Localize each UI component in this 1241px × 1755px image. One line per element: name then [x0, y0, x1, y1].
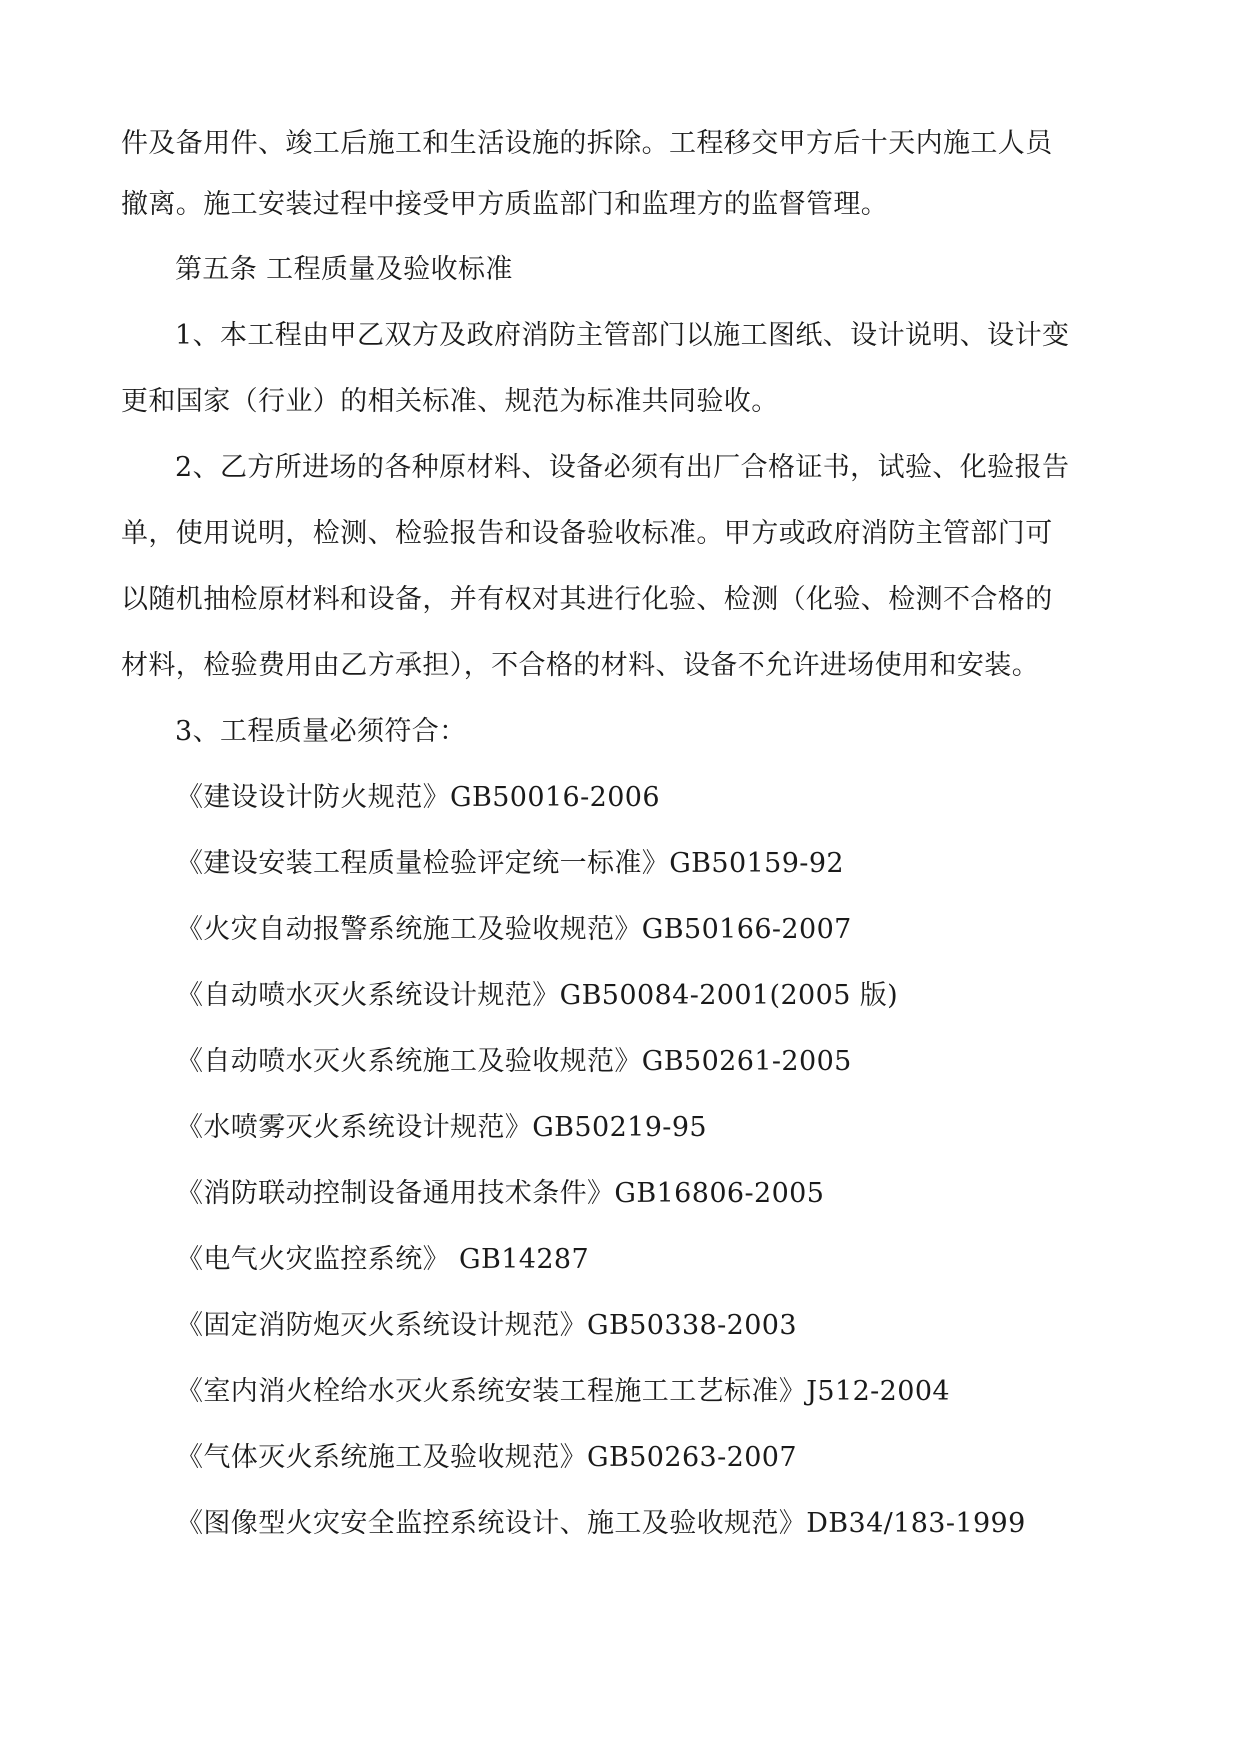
standard-item: 《固定消防炮灭火系统设计规范》GB50338-2003 — [176, 1310, 797, 1341]
standard-item: 《水喷雾灭火系统设计规范》GB50219-95 — [176, 1112, 707, 1143]
standard-item: 《气体灭火系统施工及验收规范》GB50263-2007 — [176, 1442, 797, 1473]
standard-item: 《图像型火灾安全监控系统设计、施工及验收规范》DB34/183-1999 — [176, 1508, 1026, 1539]
paragraph-line: 撤离。施工安装过程中接受甲方质监部门和监理方的监督管理。 — [121, 189, 889, 220]
item-1-line: 更和国家（行业）的相关标准、规范为标准共同验收。 — [121, 386, 779, 417]
standard-item: 《自动喷水灭火系统设计规范》GB50084-2001(2005 版) — [176, 980, 899, 1011]
standard-item: 《建设安装工程质量检验评定统一标准》GB50159-92 — [176, 848, 844, 879]
item-2-line: 材料，检验费用由乙方承担），不合格的材料、设备不允许进场使用和安装。 — [121, 650, 1040, 681]
standard-item: 《消防联动控制设备通用技术条件》GB16806-2005 — [176, 1178, 825, 1209]
section-heading: 第五条 工程质量及验收标准 — [175, 254, 513, 285]
standard-item: 《建设设计防火规范》GB50016-2006 — [176, 782, 660, 813]
standard-item: 《电气火灾监控系统》 GB14287 — [176, 1244, 590, 1275]
standard-item: 《火灾自动报警系统施工及验收规范》GB50166-2007 — [176, 914, 852, 945]
standard-item: 《自动喷水灭火系统施工及验收规范》GB50261-2005 — [176, 1046, 852, 1077]
item-1-line: 1、本工程由甲乙双方及政府消防主管部门以施工图纸、设计说明、设计变 — [175, 320, 1070, 351]
item-2-line: 以随机抽检原材料和设备，并有权对其进行化验、检测（化验、检测不合格的 — [121, 584, 1053, 615]
item-3-line: 3、工程质量必须符合： — [175, 716, 467, 747]
item-2-line: 2、乙方所进场的各种原材料、设备必须有出厂合格证书，试验、化验报告 — [175, 452, 1070, 483]
item-2-line: 单，使用说明，检测、检验报告和设备验收标准。甲方或政府消防主管部门可 — [121, 518, 1053, 549]
standard-item: 《室内消火栓给水灭火系统安装工程施工工艺标准》J512-2004 — [176, 1376, 950, 1407]
paragraph-line: 件及备用件、竣工后施工和生活设施的拆除。工程移交甲方后十天内施工人员 — [121, 128, 1053, 159]
